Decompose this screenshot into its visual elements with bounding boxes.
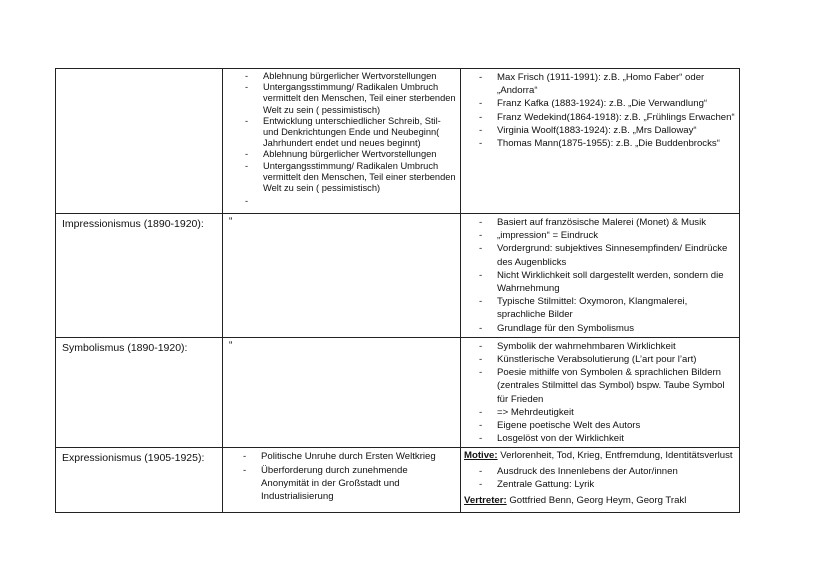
features-list (461, 338, 739, 448)
table-row (56, 69, 740, 214)
literature-epochs-table (55, 68, 740, 513)
list-item: - => Mehrdeutigkeit (461, 406, 735, 419)
motive-label: Motive: (464, 450, 498, 462)
epoch-label: Symbolismus (1890-1920): (62, 341, 188, 354)
list-item: - Basiert auf französische Malerei (Monet) & Musik (461, 216, 735, 229)
list-item: - Losgelöst von der Wirklichkeit (461, 432, 735, 445)
list-item: - Ablehnung bürgerlicher Wertvorstellungen (223, 71, 456, 82)
context-cell (223, 69, 461, 214)
list-item: - Eigene poetische Welt des Autors (461, 419, 735, 432)
features-list (461, 214, 739, 337)
list-item: - Max Frisch (1911-1991): z.B. „Homo Faber“ oder „Andorra“ (461, 71, 735, 97)
context-list (223, 69, 460, 196)
list-item: - „impression“ = Eindruck (461, 229, 735, 242)
motive-text: Verlorenheit, Tod, Krieg, Entfremdung, Identitätsverlust (497, 450, 733, 462)
list-item: - Poesie mithilfe von Symbolen & sprachlichen Bildern (zentrales Stilmittel das Symbol) bspw. Taube Symbol für Frieden (461, 366, 735, 406)
features-list (461, 463, 739, 493)
features-cell (461, 214, 740, 338)
list-item: - Franz Wedekind(1864-1918): z.B. „Frühlings Erwachen“ (461, 111, 735, 124)
motive-paragraph (461, 448, 739, 462)
list-item: - Ablehnung bürgerlicher Wertvorstellungen (223, 149, 456, 160)
list-item: - Symbolik der wahrnehmbaren Wirklichkeit (461, 340, 735, 353)
ditto-mark: “ (229, 339, 233, 351)
list-item: - Franz Kafka (1883-1924): z.B. „Die Verwandlung“ (461, 97, 735, 110)
table-row (56, 337, 740, 448)
features-cell (461, 69, 740, 214)
epoch-label-cell (56, 214, 223, 338)
epoch-label (56, 69, 222, 73)
list-item: - Überforderung durch zunehmende Anonymität in der Großstadt und Industrialisierung (223, 464, 456, 504)
list-item: - Untergangsstimmung/ Radikalen Umbruch vermittelt den Menschen, Teil einer sterbenden Welt zu sein ( pessimistisch) (223, 161, 456, 195)
list-item: - Nicht Wirklichkeit soll dargestellt werden, sondern die Wahrnehmung (461, 269, 735, 295)
epoch-label-cell (56, 69, 223, 214)
list-item: - Untergangsstimmung/ Radikalen Umbruch vermittelt den Menschen, Teil einer sterbenden Welt zu sein ( pessimistisch) (223, 82, 456, 116)
list-item: - Vordergrund: subjektives Sinnesempfinden/ Eindrücke des Augenblicks (461, 242, 735, 268)
epoch-label: Impressionismus (1890-1920): (62, 218, 204, 230)
list-item: - Typische Stilmittel: Oxymoron, Klangmalerei, sprachliche Bilder (461, 295, 735, 321)
context-cell (223, 214, 461, 338)
authors-list (461, 69, 739, 152)
list-item: - Künstlerische Verabsolutierung (L’art pour l’art) (461, 353, 735, 366)
list-item: - Thomas Mann(1875-1955): z.B. „Die Buddenbrocks“ (461, 137, 735, 150)
epoch-label: Expressionismus (1905-1925): (62, 452, 205, 465)
ditto-mark: “ (229, 216, 233, 227)
features-cell (461, 448, 740, 513)
context-cell (223, 448, 461, 513)
epoch-label-cell (56, 448, 223, 513)
vertreter-paragraph (461, 493, 739, 507)
context-list (223, 448, 460, 505)
list-item: - Ausdruck des Innenlebens der Autor/innen (461, 465, 735, 478)
vertreter-text: Gottfried Benn, Georg Heym, Georg Trakl (506, 495, 687, 507)
vertreter-label: Vertreter: (464, 495, 507, 507)
list-item: - Zentrale Gattung: Lyrik (461, 478, 735, 491)
context-cell (223, 337, 461, 448)
list-item: - Politische Unruhe durch Ersten Weltkrieg (223, 450, 456, 463)
features-cell (461, 337, 740, 448)
list-item: - Grundlage für den Symbolismus (461, 322, 735, 335)
table-row (56, 214, 740, 338)
epoch-label-cell (56, 337, 223, 448)
list-item: - Entwicklung unterschiedlicher Schreib, Stil- und Denkrichtungen Ende und Neubeginn( Jahrhundert endet und neues beginnt) (223, 116, 456, 150)
table-row (56, 448, 740, 513)
trailing-dash: - (245, 196, 249, 207)
list-item: - Virginia Woolf(1883-1924): z.B. „Mrs Dalloway“ (461, 124, 735, 137)
